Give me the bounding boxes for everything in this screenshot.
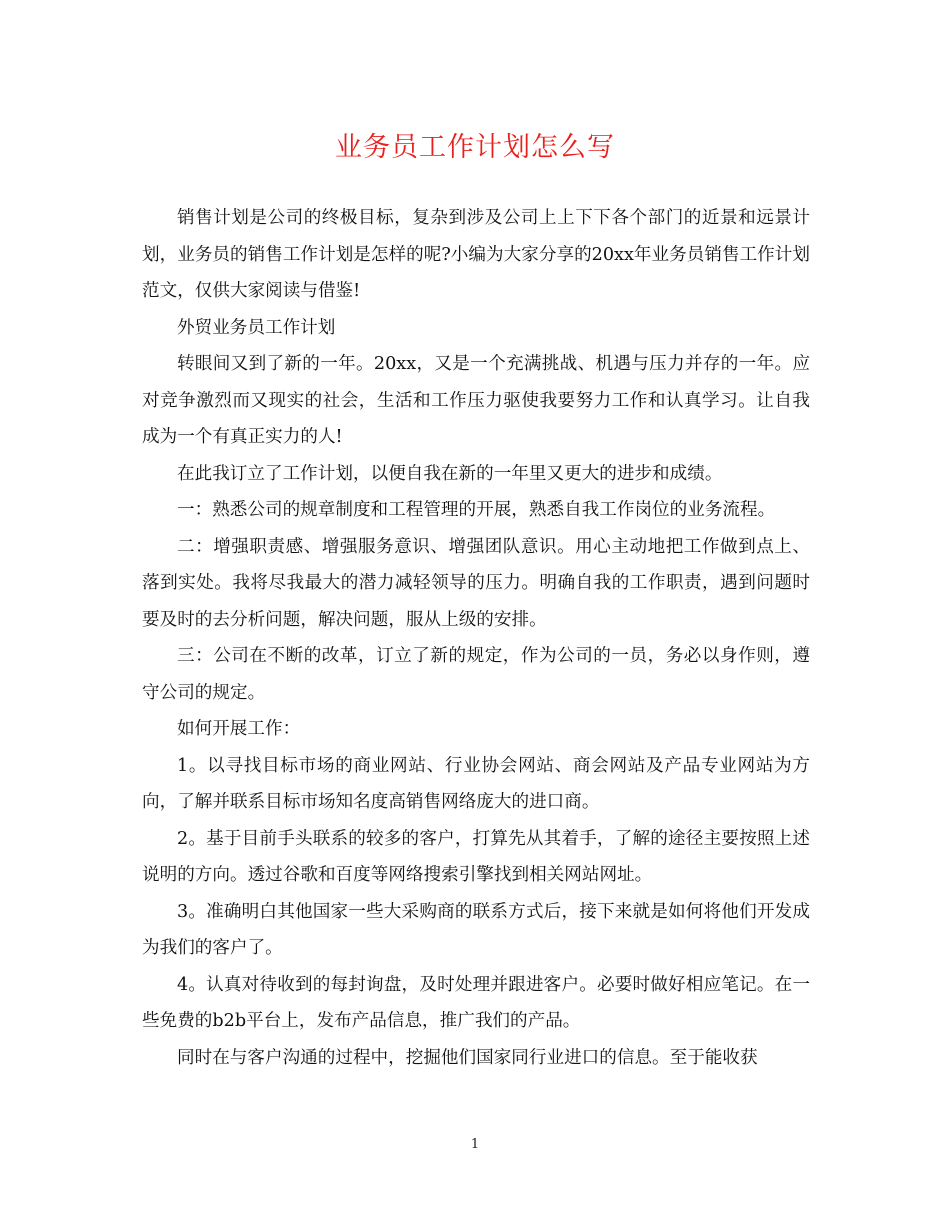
paragraph-closing: 同时在与客户沟通的过程中，挖掘他们国家同行业进口的信息。至于能收获 [177,1047,758,1068]
paragraph-step-three: 3。准确明白其他国家一些大采购商的联系方式后，接下来就是如何将他们开发成为我们的客户了。 [142,901,810,958]
document-body [142,200,810,1076]
paragraph-step-two: 2。基于目前手头联系的较多的客户，打算先从其着手，了解的途径主要按照上述说明的方向。透过谷歌和百度等网络搜索引擎找到相关网站网址。 [142,828,810,885]
paragraph-intro: 销售计划是公司的终极目标，复杂到涉及公司上上下下各个部门的近景和远景计划，业务员的销售工作计划是怎样的呢?小编为大家分享的20xx年业务员销售工作计划范文，仅供大家阅读与借鉴! [142,208,810,301]
paragraph-point-one: 一：熟悉公司的规章制度和工程管理的开展，熟悉自我工作岗位的业务流程。 [177,500,776,520]
paragraph-step-four: 4。认真对待收到的每封询盘，及时处理并跟进客户。必要时做好相应笔记。在一些免费的b2b平台上，发布产品信息，推广我们的产品。 [142,974,810,1031]
paragraph-point-three: 三：公司在不断的改革，订立了新的规定，作为公司的一员，务必以身作则，遵守公司的规定。 [142,646,810,703]
paragraph-section-heading: 外贸业务员工作计划 [177,317,336,338]
paragraph-new-year: 转眼间又到了新的一年。20xx，又是一个充满挑战、机遇与压力并存的一年。应对竞争激烈而又现实的社会，生活和工作压力驱使我要努力工作和认真学习。让自我成为一个有真正实力的人! [142,354,810,447]
document-title: 业务员工作计划怎么写 [335,132,615,163]
page-number: 1 [470,1137,480,1152]
paragraph-how-to-work: 如何开展工作： [177,719,301,739]
paragraph-point-two: 二：增强职责感、增强服务意识、增强团队意识。用心主动地把工作做到点上、落到实处。我将尽我最大的潜力减轻领导的压力。明确自我的工作职责，遇到问题时要及时的去分析问题，解决问题，服从上级的安排。 [142,536,810,630]
paragraph-step-one: 1。以寻找目标市场的商业网站、行业协会网站、商会网站及产品专业网站为方向，了解并联系目标市场知名度高销售网络庞大的进口商。 [142,755,810,812]
paragraph-plan-statement: 在此我订立了工作计划，以便自我在新的一年里又更大的进步和成绩。 [177,463,723,484]
